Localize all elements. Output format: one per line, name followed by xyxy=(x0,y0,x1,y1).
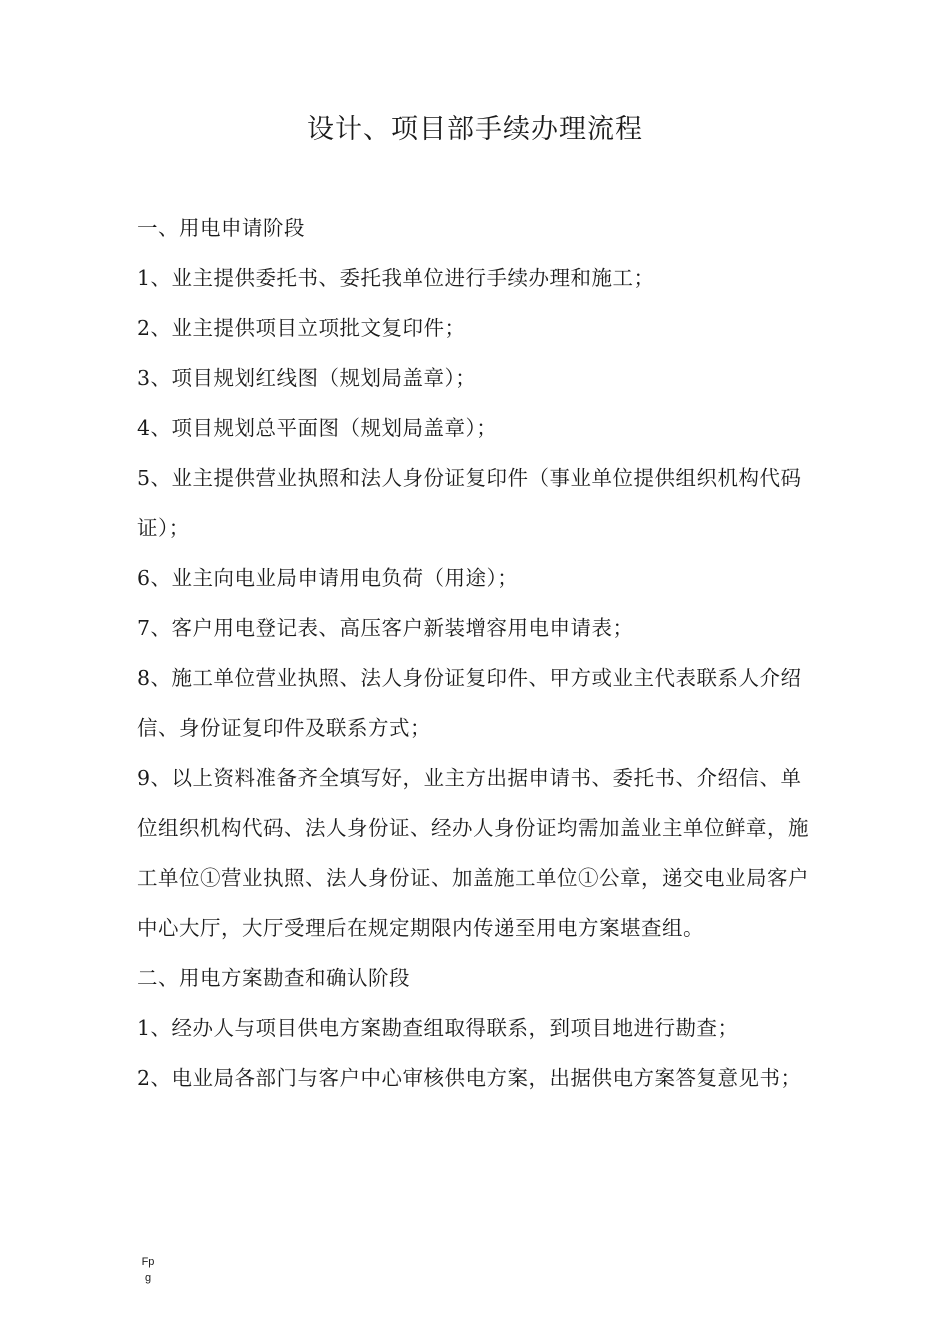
section-heading-application: 一、用电申请阶段 xyxy=(137,216,305,240)
list-item: 1、业主提供委托书、委托我单位进行手续办理和施工； xyxy=(137,266,655,290)
footer-mark: Fpg xyxy=(141,1256,155,1284)
document-body xyxy=(137,203,817,1103)
list-item: 7、客户用电登记表、高压客户新装增容用电申请表； xyxy=(137,616,634,640)
list-item: 1、经办人与项目供电方案勘查组取得联系，到项目地进行勘查； xyxy=(137,1016,739,1040)
list-item: 2、业主提供项目立项批文复印件； xyxy=(137,316,466,340)
list-item: 2、电业局各部门与客户中心审核供电方案，出据供电方案答复意见书； xyxy=(137,1066,802,1090)
section-heading-survey: 二、用电方案勘查和确认阶段 xyxy=(137,966,410,990)
list-item: 6、业主向电业局申请用电负荷（用途）； xyxy=(137,566,519,590)
list-item: 9、以上资料准备齐全填写好，业主方出据申请书、委托书、介绍信、单位组织机构代码、法人身份证、经办人身份证均需加盖业主单位鲜章，施工单位①营业执照、法人身份证、加盖施工单位①公章，递交电业局客户中心大厅，大厅受理后在规定期限内传递至用电方案堪查组。 xyxy=(137,766,809,940)
list-item: 5、业主提供营业执照和法人身份证复印件（事业单位提供组织机构代码证）； xyxy=(137,466,802,540)
page-title: 设计、项目部手续办理流程 xyxy=(307,114,643,145)
list-item: 3、项目规划红线图（规划局盖章）； xyxy=(137,366,477,390)
list-item: 8、施工单位营业执照、法人身份证复印件、甲方或业主代表联系人介绍信、身份证复印件及联系方式； xyxy=(137,666,802,740)
list-item: 4、项目规划总平面图（规划局盖章）； xyxy=(137,416,498,440)
